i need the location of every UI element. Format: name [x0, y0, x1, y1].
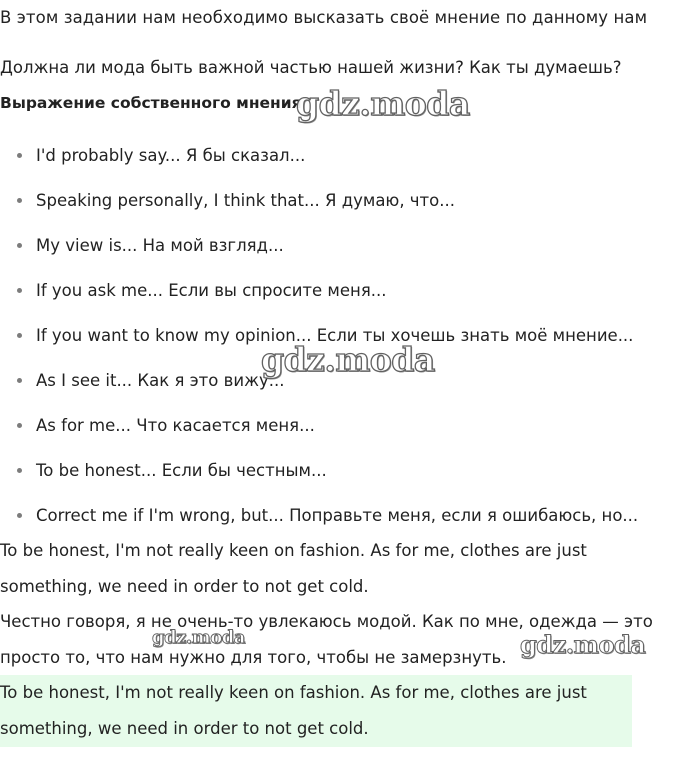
bullet-icon — [17, 513, 22, 518]
list-item — [0, 133, 638, 178]
bullet-icon — [17, 468, 22, 473]
bullet-icon — [17, 378, 22, 383]
bullet-icon — [17, 423, 22, 428]
phrase-text: Speaking personally, I think that... Я думаю, что... — [36, 191, 455, 210]
list-item — [0, 223, 638, 268]
watermark-logo: gdz.moda — [152, 627, 245, 648]
list-item — [0, 178, 638, 223]
watermark-logo: gdz.moda — [261, 340, 435, 379]
paragraph-english: To be honest, I'm not really keen on fashion. As for me, clothes are just something, we need in order to not get cold. — [0, 541, 587, 596]
bullet-icon — [17, 333, 22, 338]
answer-box: To be honest, I'm not really keen on fashion. As for me, clothes are just something, we need in order to not get cold. — [0, 675, 632, 747]
phrase-text: To be honest... Если бы честным... — [36, 461, 327, 480]
list-item — [0, 448, 638, 493]
phrase-text: I'd probably say... Я бы сказал... — [36, 146, 306, 165]
list-item — [0, 403, 638, 448]
phrase-text: Correct me if I'm wrong, but... Поправьте меня, если я ошибаюсь, но... — [36, 506, 639, 525]
bullet-icon — [17, 153, 22, 158]
section-title: Выражение собственного мнения — [0, 94, 302, 112]
phrase-text: If you want to know my opinion... Если ты хочешь знать моё мнение... — [36, 326, 634, 345]
list-item — [0, 268, 638, 313]
question-text: Должна ли мода быть важной частью нашей жизни? Как ты думаешь? — [0, 58, 622, 77]
bullet-icon — [17, 288, 22, 293]
watermark-logo: gdz.moda — [296, 84, 470, 123]
list-item — [0, 493, 638, 538]
phrase-text: As I see it... Как я это вижу... — [36, 371, 285, 390]
paragraph-russian: Честно говоря, я не очень-то увлекаюсь модой. Как по мне, одежда — это просто то, что нам нужно для того, чтобы не замерзнуть. — [0, 612, 653, 667]
watermark-logo: gdz.moda — [520, 630, 646, 659]
phrase-text: If you ask me... Если вы спросите меня... — [36, 281, 387, 300]
bullet-icon — [17, 243, 22, 248]
phrase-text: As for me... Что касается меня... — [36, 416, 315, 435]
intro-text: В этом задании нам необходимо высказать своё мнение по данному нам — [0, 8, 648, 27]
phrase-text: My view is... На мой взгляд... — [36, 236, 284, 255]
bullet-icon — [17, 198, 22, 203]
phrase-list — [0, 133, 638, 538]
